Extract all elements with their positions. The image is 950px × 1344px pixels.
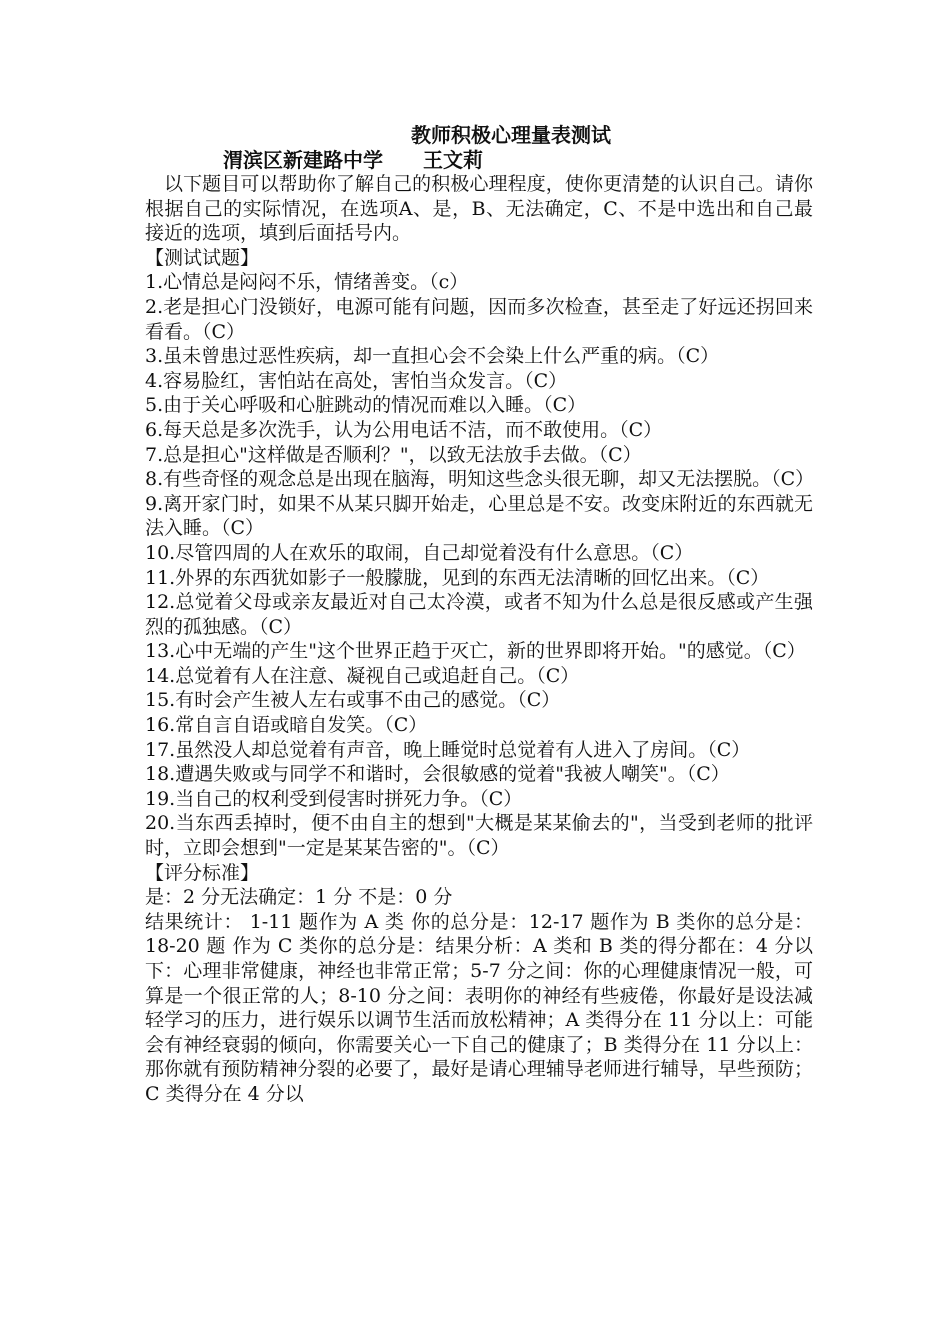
question-item: 11.外界的东西犹如影子一般朦胧，见到的东西无法清晰的回忆出来。（C）	[145, 566, 770, 589]
question-item: 8.有些奇怪的观念总是出现在脑海，明知这些念头很无聊，却又无法摆脱。（C）	[145, 468, 815, 491]
question-item: 7.总是担心"这样做是否顺利？"，以致无法放手去做。（C）	[145, 443, 642, 466]
question-item: 20.当东西丢掉时，便不由自主的想到"大概是某某偷去的"，当受到老师的批评时，立即会想到"一定是某某告密的"。（C）	[145, 812, 813, 860]
question-list	[145, 270, 813, 860]
section-heading-scoring: 【评分标准】	[145, 861, 260, 884]
question-item: 2.老是担心门没锁好，电源可能有问题，因而多次检查，甚至走了好远还拐回来看看。（C）	[145, 295, 813, 343]
section-heading-test: 【测试试题】	[145, 246, 260, 269]
question-item: 9.离开家门时，如果不从某只脚开始走，心里总是不安。改变床附近的东西就无法入睡。（C）	[145, 492, 813, 540]
document-title: 教师积极心理量表测试	[411, 123, 611, 147]
question-item: 13.心中无端的产生"这个世界正趋于灭亡，新的世界即将开始。"的感觉。（C）	[145, 640, 806, 663]
scoring-rule: 是：2 分无法确定：1 分 不是：0 分	[145, 886, 453, 909]
author-line	[145, 148, 813, 172]
question-item: 1.心情总是闷闷不乐，情绪善变。（c）	[145, 271, 469, 294]
document-body	[145, 122, 813, 1107]
question-item: 12.总觉着父母或亲友最近对自己太冷漠，或者不知为什么总是很反感或产生强烈的孤独感。（C）	[145, 591, 813, 638]
intro-paragraph: 以下题目可以帮助你了解自己的积极心理程度，使你更清楚的认识自己。请你根据自己的实际情况，在选项A、是，B、无法确定，C、不是中选出和自己最接近的选项，填到后面括号内。	[145, 173, 813, 245]
school-name: 渭滨区新建路中学	[223, 148, 383, 172]
author-name: 王文莉	[423, 148, 483, 172]
question-item: 5.由于关心呼吸和心脏跳动的情况而难以入睡。（C）	[145, 394, 587, 417]
question-item: 3.虽未曾患过恶性疾病，却一直担心会不会染上什么严重的病。（C）	[145, 345, 720, 368]
question-item: 19.当自己的权利受到侵害时拼死力争。（C）	[145, 787, 523, 810]
question-item: 6.每天总是多次洗手，认为公用电话不洁，而不敢使用。（C）	[145, 418, 663, 441]
question-item: 18.遭遇失败或与同学不和谐时，会很敏感的觉着"我被人嘲笑"。（C）	[145, 763, 730, 786]
question-item: 14.总觉着有人在注意、凝视自己或追赶自己。（C）	[145, 664, 580, 687]
question-item: 17.虽然没人却总觉着有声音，晚上睡觉时总觉着有人进入了房间。（C）	[145, 738, 751, 761]
question-item: 16.常自言自语或暗自发笑。（C）	[145, 714, 428, 737]
question-item: 15.有时会产生被人左右或事不由己的感觉。（C）	[145, 689, 561, 712]
question-item: 4.容易脸红，害怕站在高处，害怕当众发言。（C）	[145, 369, 568, 392]
question-item: 10.尽管四周的人在欢乐的取闹，自己却觉着没有什么意思。（C）	[145, 541, 694, 564]
results-paragraph: 结果统计： 1-11 题作为 A 类 你的总分是：12-17 题作为 B 类你的总分是：18-20 题 作为 C 类你的总分是：结果分析：A 类和 B 类的得分都在：4 分以下：心理非常健康，神经也非常正常；5-7 分之间：你的心理健康情况一般，可算是一个很正常的人；8-10 分之间：表明你的神经有些疲倦，你最好是设法减轻学习的压力，进行娱乐以调节生活而放松精神；A 类得分在 11 分以上：可能会有神经衰弱的倾向，你需要关心一下自己的健康了；B 类得分在 11 分以上：那你就有预防精神分裂的必要了，最好是请心理辅导老师进行辅导，早些预防；C 类得分在 4 分以	[145, 910, 813, 1105]
